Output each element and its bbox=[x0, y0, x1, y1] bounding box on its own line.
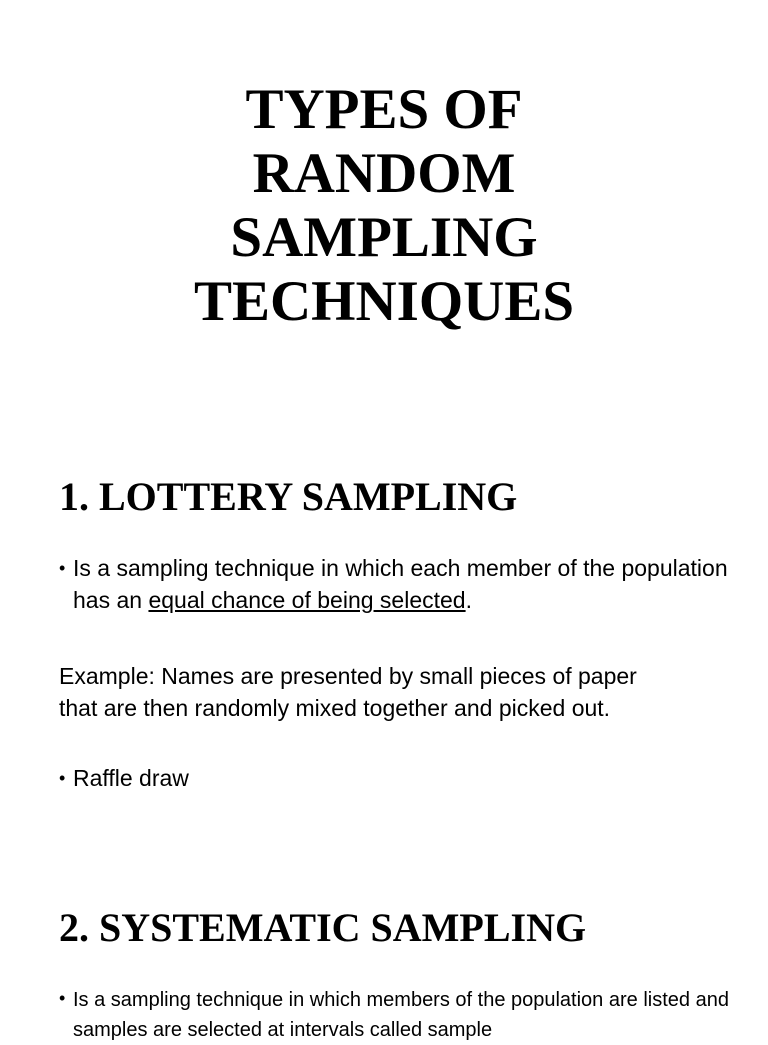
bullet-icon: • bbox=[59, 558, 66, 578]
underlined-phrase: equal chance of being selected bbox=[148, 587, 466, 613]
bullet-icon: • bbox=[59, 768, 66, 788]
bullet-definition-systematic bbox=[59, 983, 733, 1045]
title-line: RANDOM bbox=[252, 142, 516, 205]
raffle-text: Raffle draw bbox=[73, 765, 189, 791]
bullet-definition-lottery bbox=[59, 552, 733, 616]
definition-text: Is a sampling technique in which members of the population are listed and samples are selected at intervals called sample bbox=[73, 989, 729, 1041]
section-heading-lottery: 1. LOTTERY SAMPLING bbox=[59, 474, 518, 519]
definition-text: Is a sampling technique in which each member of the population has an bbox=[73, 555, 728, 613]
title-line: TECHNIQUES bbox=[193, 270, 575, 333]
title-line: SAMPLING bbox=[230, 206, 538, 269]
bullet-icon: • bbox=[59, 988, 66, 1008]
section-heading-systematic: 2. SYSTEMATIC SAMPLING bbox=[59, 905, 587, 950]
definition-end: . bbox=[465, 587, 472, 613]
example-text: Example: Names are presented by small pieces of paper that are then randomly mixed together and picked out. bbox=[59, 663, 637, 721]
slide-title bbox=[0, 78, 768, 334]
title-line: TYPES OF bbox=[245, 78, 523, 141]
bullet-raffle-draw bbox=[59, 762, 673, 794]
